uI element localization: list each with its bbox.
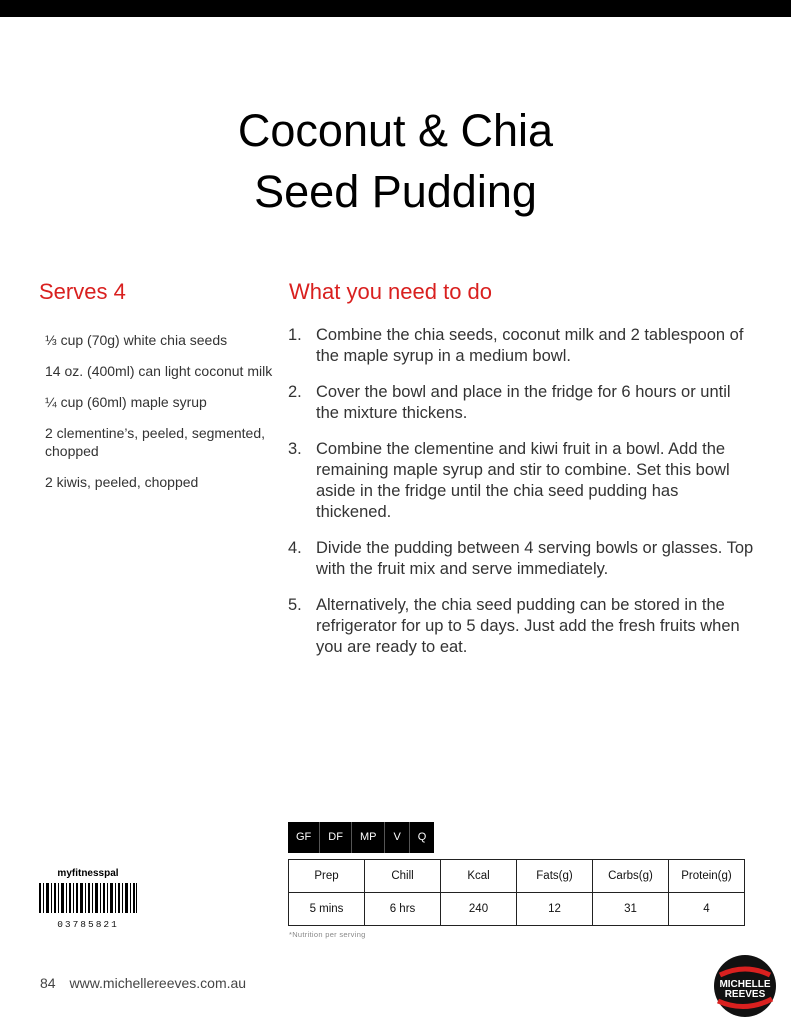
- nutrition-footnote: *Nutrition per serving: [289, 930, 366, 939]
- michelle-reeves-logo: [714, 955, 776, 1017]
- diet-tag-df: DF: [320, 822, 352, 853]
- step-text: Combine the chia seeds, coconut milk and 2 tablespoon of the maple syrup in a medium bowl.: [316, 326, 744, 365]
- page-number: 84: [40, 975, 56, 991]
- method-heading: What you need to do: [289, 279, 493, 304]
- diet-tag-gf: GF: [288, 822, 320, 853]
- ingredient-item: 2 clementine’s, peeled, segmented, chopped: [45, 425, 265, 459]
- nutrition-value-row: [289, 893, 745, 926]
- method-step: [288, 595, 758, 658]
- diet-tags: [288, 822, 434, 853]
- recipe-title-line-2: Seed Pudding: [254, 166, 537, 217]
- recipe-title-line-1: Coconut & Chia: [237, 105, 554, 156]
- step-number: 4.: [288, 539, 302, 557]
- nutrition-value-cell: 5 mins: [289, 893, 365, 926]
- nutrition-header-cell: Protein(g): [669, 860, 745, 893]
- nutrition-header-cell: Prep: [289, 860, 365, 893]
- diet-tag-q: Q: [417, 831, 427, 843]
- nutrition-header-cell: Fats(g): [517, 860, 593, 893]
- diet-tag-v: V: [385, 822, 409, 853]
- nutrition-value-cell: 4: [669, 893, 745, 926]
- recipe-title: [0, 100, 791, 222]
- step-text: Divide the pudding between 4 serving bowls or glasses. Top with the fruit mix and serve immediately.: [316, 539, 754, 578]
- logo-text-line-2: REEVES: [724, 989, 766, 1000]
- ingredient-list: [45, 331, 275, 504]
- logo-text-line-1: MICHELLE: [719, 979, 771, 990]
- step-number: 3.: [288, 440, 302, 458]
- serves-heading: Serves 4: [39, 279, 126, 304]
- nutrition-value-cell: 31: [593, 893, 669, 926]
- step-number: 5.: [288, 596, 302, 614]
- ingredient-item: 2 kiwis, peeled, chopped: [45, 474, 199, 490]
- method-step: [288, 439, 758, 523]
- page-footer: [40, 975, 246, 991]
- step-text: Alternatively, the chia seed pudding can be stored in the refrigerator for up to 5 days. Just add the fresh fruits when you are ready to eat.: [316, 596, 740, 656]
- diet-tag-mp: MP: [352, 822, 386, 853]
- nutrition-header-cell: Chill: [365, 860, 441, 893]
- ingredient-item: 14 oz. (400ml) can light coconut milk: [45, 363, 273, 379]
- step-number: 1.: [288, 326, 302, 344]
- barcode-icon: [38, 883, 138, 913]
- myfitnesspal-label: myfitnesspal: [57, 868, 119, 879]
- step-text: Combine the clementine and kiwi fruit in a bowl. Add the remaining maple syrup and stir to combine. Set this bowl aside in the fridge until the chia seed pudding has thickened.: [316, 440, 730, 521]
- step-text: Cover the bowl and place in the fridge for 6 hours or until the mixture thickens.: [316, 383, 731, 422]
- myfitnesspal-barcode-block[interactable]: [38, 868, 138, 930]
- website-link[interactable]: www.michellereeves.com.au: [69, 975, 247, 991]
- method-step: [288, 538, 758, 580]
- nutrition-header-row: [289, 860, 745, 893]
- method-steps: [288, 325, 758, 673]
- step-number: 2.: [288, 383, 302, 401]
- nutrition-header-cell: Carbs(g): [593, 860, 669, 893]
- top-bar: [0, 0, 791, 17]
- nutrition-value-cell: 240: [441, 893, 517, 926]
- barcode-digits: 03785821: [57, 919, 119, 930]
- nutrition-header-cell: Kcal: [441, 860, 517, 893]
- nutrition-value-cell: 6 hrs: [365, 893, 441, 926]
- nutrition-table: [288, 859, 745, 926]
- method-step: [288, 382, 758, 424]
- nutrition-value-cell: 12: [517, 893, 593, 926]
- ingredient-item: ¼ cup (60ml) maple syrup: [45, 394, 207, 410]
- ingredient-item: ⅓ cup (70g) white chia seeds: [45, 332, 228, 348]
- method-step: [288, 325, 758, 367]
